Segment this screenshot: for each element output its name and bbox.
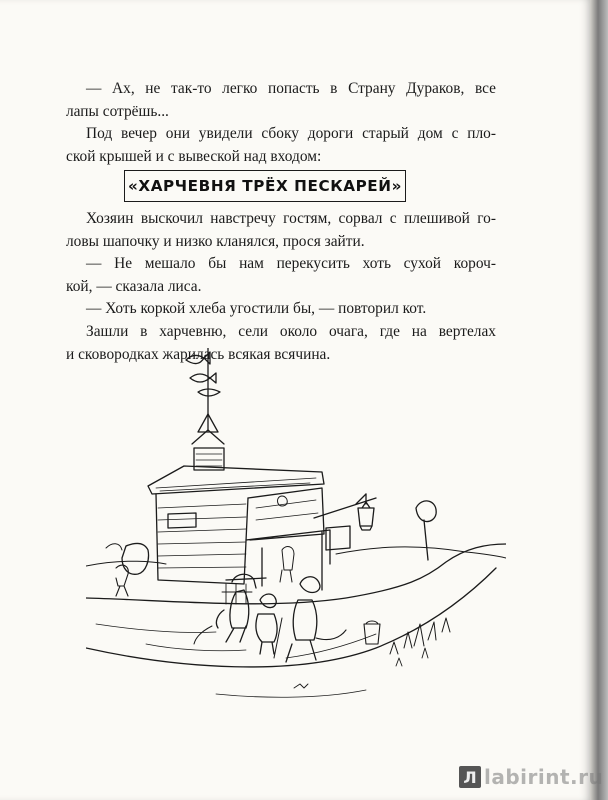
text-line: кой, — сказала лиса. (66, 277, 202, 295)
cat-figure (194, 574, 266, 644)
paragraph-4 (66, 253, 496, 298)
text-line: Зашли в харчевню, сели около очага, где на вертелах (86, 322, 496, 340)
paragraph-1 (66, 78, 496, 123)
watermark (459, 764, 603, 790)
text-line: — Ах, не так-то легко попасть в Страну Дураков, все (86, 80, 496, 97)
labirint-logo-icon: Л (459, 766, 481, 788)
paragraph-2 (66, 123, 496, 168)
text-line: Хозяин выскочил навстречу гостям, сорвал с плешивой го- (86, 210, 496, 227)
text-line: и сковородках жарилась всякая всячина. (66, 345, 331, 363)
text-line: ловы шапочку и низко кланялся, прося зайти. (66, 232, 365, 250)
text-line: — Не мешало бы нам перекусить хоть сухой короч- (86, 255, 496, 273)
fox-figure (274, 577, 346, 662)
text-line: Под вечер они увидели сбоку дороги старый дом с пло- (86, 125, 496, 143)
tavern-sign-title: «ХАРЧЕВНЯ ТРЁХ ПЕСКАРЕЙ» (124, 170, 406, 202)
page-text-continued (66, 208, 496, 366)
paragraph-5 (66, 298, 496, 321)
text-line: — Хоть коркой хлеба угостили бы, — повторил кот. (86, 300, 427, 318)
text-line: ской крышей и с вывеской над входом: (66, 147, 322, 165)
tavern-illustration (86, 348, 506, 720)
watermark-site: labirint.ru (484, 765, 604, 789)
paragraph-3 (66, 208, 496, 253)
text-line: лапы сотрёшь... (66, 102, 169, 120)
weathervane-fish-icon (186, 348, 224, 444)
book-spine (590, 0, 608, 800)
page-text (66, 78, 496, 168)
